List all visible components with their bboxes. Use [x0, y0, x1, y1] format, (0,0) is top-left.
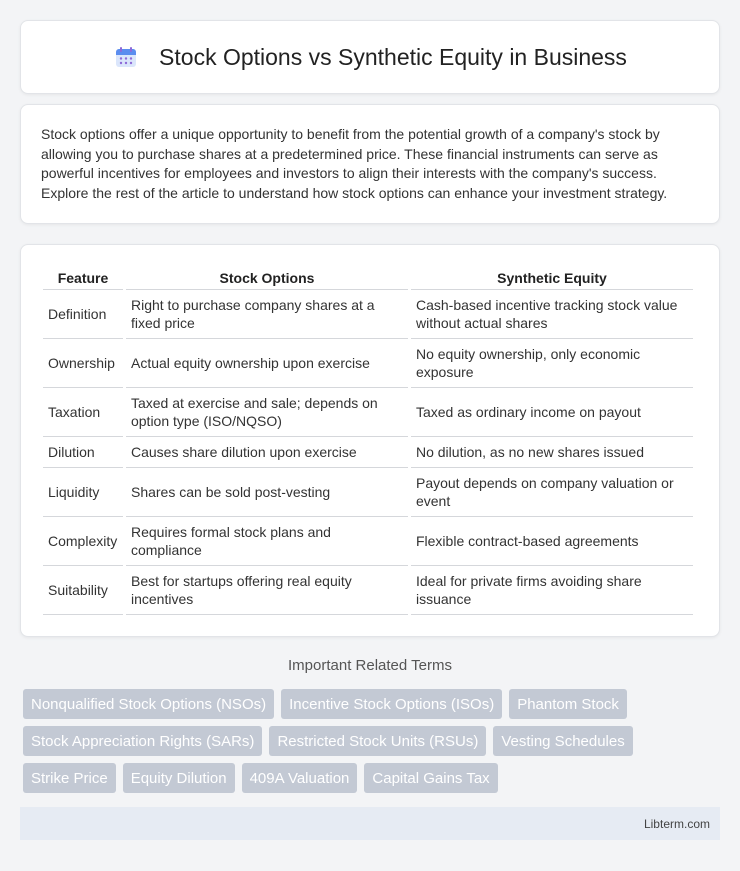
- feature-cell: Dilution: [43, 437, 123, 468]
- synthetic-equity-cell: No dilution, as no new shares issued: [411, 437, 693, 468]
- stock-options-cell: Best for startups offering real equity incentives: [126, 566, 408, 615]
- table-row: [43, 566, 693, 615]
- footer-site-link[interactable]: Libterm.com: [643, 816, 710, 831]
- tag-row: [23, 763, 723, 793]
- stock-options-cell: Right to purchase company shares at a fixed price: [126, 290, 408, 339]
- tag-strike-price[interactable]: Strike Price: [23, 763, 116, 793]
- intro-card: [20, 104, 720, 224]
- stock-options-cell: Shares can be sold post-vesting: [126, 468, 408, 517]
- tag-capital-gains-tax[interactable]: Capital Gains Tax: [364, 763, 497, 793]
- tag-rsus[interactable]: Restricted Stock Units (RSUs): [269, 726, 486, 756]
- synthetic-equity-cell: Payout depends on company valuation or event: [411, 468, 693, 517]
- tag-equity-dilution[interactable]: Equity Dilution: [123, 763, 235, 793]
- tag-409a-valuation[interactable]: 409A Valuation: [242, 763, 358, 793]
- table-header-row: [43, 265, 693, 290]
- page-title: Stock Options vs Synthetic Equity in Business: [159, 43, 627, 70]
- header-feature: Feature: [43, 265, 123, 290]
- stock-options-cell: Causes share dilution upon exercise: [126, 437, 408, 468]
- table-row: [43, 339, 693, 388]
- stock-options-cell: Taxed at exercise and sale; depends on option type (ISO/NQSO): [126, 388, 408, 437]
- feature-cell: Suitability: [43, 566, 123, 615]
- feature-cell: Liquidity: [43, 468, 123, 517]
- synthetic-equity-cell: Taxed as ordinary income on payout: [411, 388, 693, 437]
- intro-text: Stock options offer a unique opportunity to benefit from the potential growth of a company's stock by allowing you to purchase shares at a predetermined price. These financial instruments can serve as powerful incentives for employees and investors to align their interests with the company's success. Explore the rest of the article to understand how stock options can enhance your investment strategy.: [41, 126, 668, 201]
- related-terms-title: Important Related Terms: [288, 657, 452, 674]
- table-row: [43, 290, 693, 339]
- calendar-icon: [113, 44, 139, 70]
- comparison-table-card: [20, 244, 720, 637]
- table-row: [43, 388, 693, 437]
- header-card: [20, 20, 720, 94]
- tag-phantom-stock[interactable]: Phantom Stock: [509, 689, 627, 719]
- tag-row: [23, 689, 723, 719]
- synthetic-equity-cell: Ideal for private firms avoiding share issuance: [411, 566, 693, 615]
- feature-cell: Definition: [43, 290, 123, 339]
- synthetic-equity-cell: Flexible contract-based agreements: [411, 517, 693, 566]
- feature-cell: Ownership: [43, 339, 123, 388]
- tag-row: [23, 726, 723, 756]
- related-terms-tags: [23, 689, 723, 800]
- header-synthetic-equity: Synthetic Equity: [411, 265, 693, 290]
- tag-isos[interactable]: Incentive Stock Options (ISOs): [281, 689, 502, 719]
- table-row: [43, 468, 693, 517]
- stock-options-cell: Requires formal stock plans and compliance: [126, 517, 408, 566]
- footer: [20, 807, 720, 840]
- tag-sars[interactable]: Stock Appreciation Rights (SARs): [23, 726, 262, 756]
- table-row: [43, 437, 693, 468]
- tag-vesting-schedules[interactable]: Vesting Schedules: [493, 726, 632, 756]
- feature-cell: Complexity: [43, 517, 123, 566]
- synthetic-equity-cell: No equity ownership, only economic exposure: [411, 339, 693, 388]
- comparison-table: [40, 265, 696, 615]
- table-row: [43, 517, 693, 566]
- stock-options-cell: Actual equity ownership upon exercise: [126, 339, 408, 388]
- synthetic-equity-cell: Cash-based incentive tracking stock value without actual shares: [411, 290, 693, 339]
- feature-cell: Taxation: [43, 388, 123, 437]
- tag-nsos[interactable]: Nonqualified Stock Options (NSOs): [23, 689, 274, 719]
- header-stock-options: Stock Options: [126, 265, 408, 290]
